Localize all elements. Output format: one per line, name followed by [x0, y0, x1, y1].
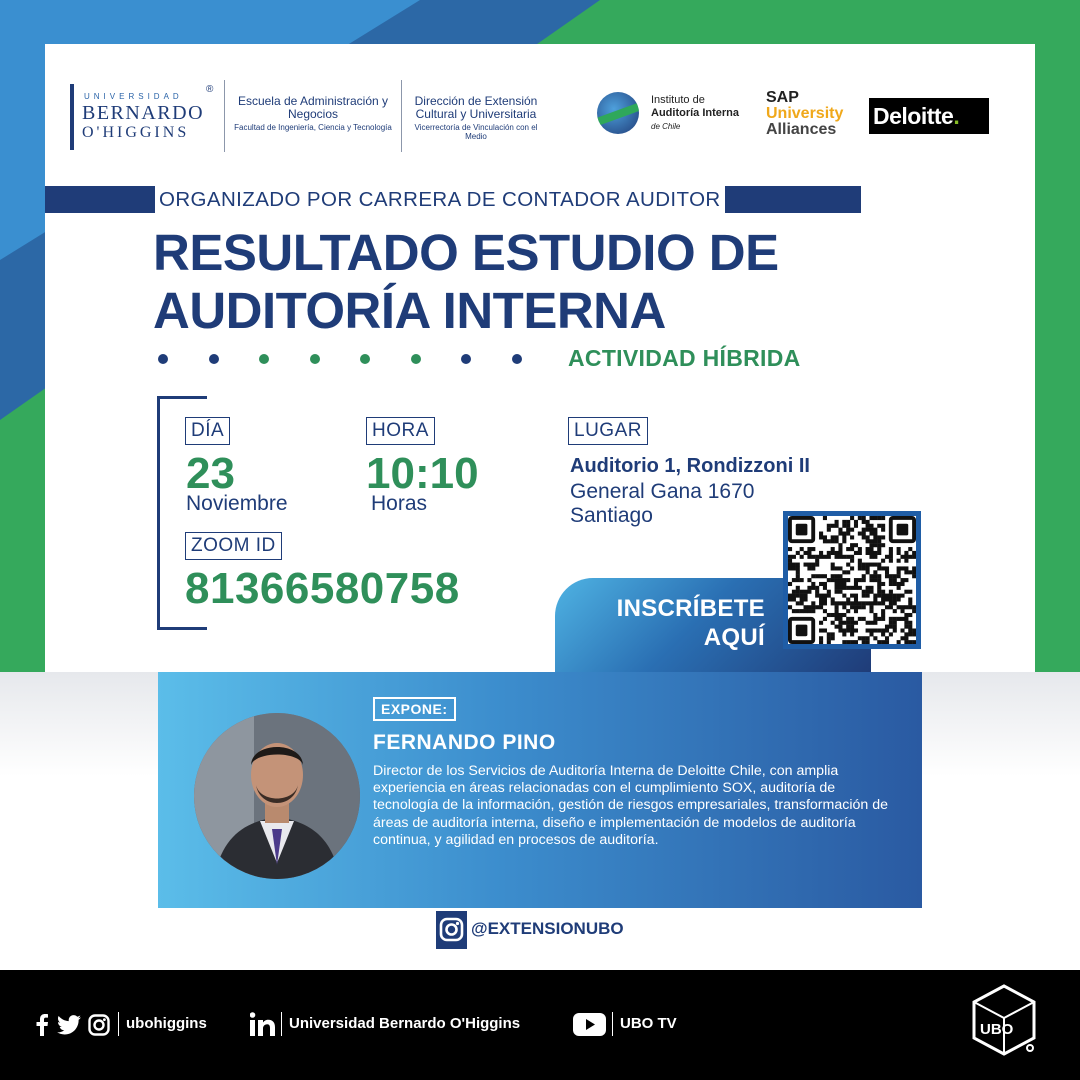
vice-rectory-name: Vicerrectoría de Vinculación con el Medio	[414, 123, 538, 141]
decorative-dot	[461, 354, 471, 364]
youtube-name[interactable]: UBO TV	[620, 1015, 677, 1032]
event-title-line2: AUDITORÍA INTERNA	[153, 282, 666, 339]
header-divider-2	[401, 80, 402, 152]
footer-divider-1	[118, 1012, 119, 1036]
register-button-label	[573, 594, 765, 652]
decorative-dot	[411, 354, 421, 364]
event-title	[153, 224, 873, 340]
ubo-brand-mark-text: UBO	[980, 1021, 1014, 1038]
header-divider-1	[224, 80, 225, 152]
sap-logo-line3: Alliances	[766, 121, 837, 138]
ubo-logo-line2: BERNARDO	[82, 102, 205, 124]
zoom-id[interactable]: 81366580758	[185, 564, 460, 613]
speaker-silhouette	[194, 713, 360, 879]
decorative-dot	[158, 354, 168, 364]
school-block	[232, 95, 394, 132]
ubo-logo-line3: O'HIGGINS	[82, 124, 190, 141]
place-address: General Gana 1670	[570, 480, 755, 503]
sap-logo-line1: SAP	[766, 89, 799, 106]
footer-divider-3	[612, 1012, 613, 1036]
ubo-brand-mark-icon	[966, 982, 1042, 1058]
speaker-bio: Director de los Servicios de Auditoría Interna de Deloitte Chile, con amplia experiencia en áreas relacionadas con el cumplimiento SOX, auditoría de tecnología de la información, gestión de riesgos empresariales, transformación de áreas de auditoría interna, diseño e implementación de modelos de auditoría continua, y agilidad en procesos de auditoría.	[373, 763, 888, 848]
twitter-icon[interactable]	[57, 1015, 81, 1035]
event-title-line1: RESULTADO ESTUDIO DE	[153, 224, 779, 281]
direction-block	[405, 95, 547, 141]
iai-logo	[597, 90, 762, 138]
place-label: LUGAR	[568, 417, 648, 445]
decorative-dot	[512, 354, 522, 364]
organizer-strip	[45, 186, 861, 213]
qr-finder-pattern	[891, 518, 914, 541]
facebook-icon[interactable]	[35, 1014, 49, 1036]
time-unit: Horas	[371, 492, 428, 515]
decorative-dot	[209, 354, 219, 364]
register-line1: INSCRÍBETE	[616, 595, 765, 622]
linkedin-icon[interactable]	[250, 1012, 275, 1036]
instagram-handle: @EXTENSIONUBO	[471, 919, 624, 938]
footer-bar	[0, 970, 1080, 1080]
qr-finder-pattern	[790, 518, 813, 541]
sap-logo	[766, 90, 858, 144]
decorative-dot	[310, 354, 320, 364]
decorative-dots	[158, 354, 528, 366]
decorative-dot	[360, 354, 370, 364]
time-value: 10:10	[366, 449, 479, 498]
school-name: Escuela de Administración y Negocios	[237, 94, 389, 121]
iai-logo-line3: de Chile	[651, 122, 681, 131]
youtube-icon[interactable]	[573, 1013, 606, 1036]
faculty-name: Facultad de Ingeniería, Ciencia y Tecnología	[234, 123, 392, 132]
registration-qr-code[interactable]	[783, 511, 921, 649]
day-label: DÍA	[185, 417, 230, 445]
instagram-footer-icon[interactable]	[88, 1014, 110, 1036]
place-city: Santiago	[570, 504, 653, 527]
register-line2: AQUÍ	[703, 624, 765, 651]
globe-icon	[597, 92, 639, 134]
ubo-logo	[70, 80, 220, 152]
qr-finder-pattern	[790, 619, 813, 642]
speaker-label: EXPONE:	[373, 697, 456, 721]
day-month: Noviembre	[186, 492, 288, 515]
linkedin-name[interactable]: Universidad Bernardo O'Higgins	[289, 1015, 521, 1032]
day-value: 23	[186, 449, 235, 498]
iai-logo-line1: Instituto de	[651, 94, 705, 106]
qr-code-pattern	[788, 516, 916, 644]
ubo-logo-bar	[70, 84, 74, 150]
decorative-dot	[259, 354, 269, 364]
registered-mark: ®	[206, 84, 214, 95]
instagram-icon	[436, 911, 467, 949]
zoom-label: ZOOM ID	[185, 532, 282, 560]
ubo-logo-line1: UNIVERSIDAD	[84, 92, 183, 101]
footer-divider-2	[281, 1012, 282, 1036]
activity-type: ACTIVIDAD HÍBRIDA	[568, 345, 801, 371]
iai-logo-line2: Auditoría Interna	[651, 107, 740, 119]
sap-logo-line2: University	[766, 105, 844, 122]
direction-name: Dirección de Extensión Cultural y Universitaria	[414, 94, 538, 121]
organizer-text: ORGANIZADO POR CARRERA DE CONTADOR AUDITOR	[155, 186, 725, 213]
deloitte-logo-dot: .	[953, 103, 960, 129]
deloitte-logo-text: Deloitte	[873, 103, 954, 129]
speaker-photo	[194, 713, 360, 879]
place-name: Auditorio 1, Rondizzoni II	[570, 455, 810, 477]
social-handle[interactable]: ubohiggins	[126, 1015, 207, 1032]
time-label: HORA	[366, 417, 435, 445]
speaker-name: FERNANDO PINO	[373, 731, 556, 754]
deloitte-logo	[869, 98, 989, 134]
